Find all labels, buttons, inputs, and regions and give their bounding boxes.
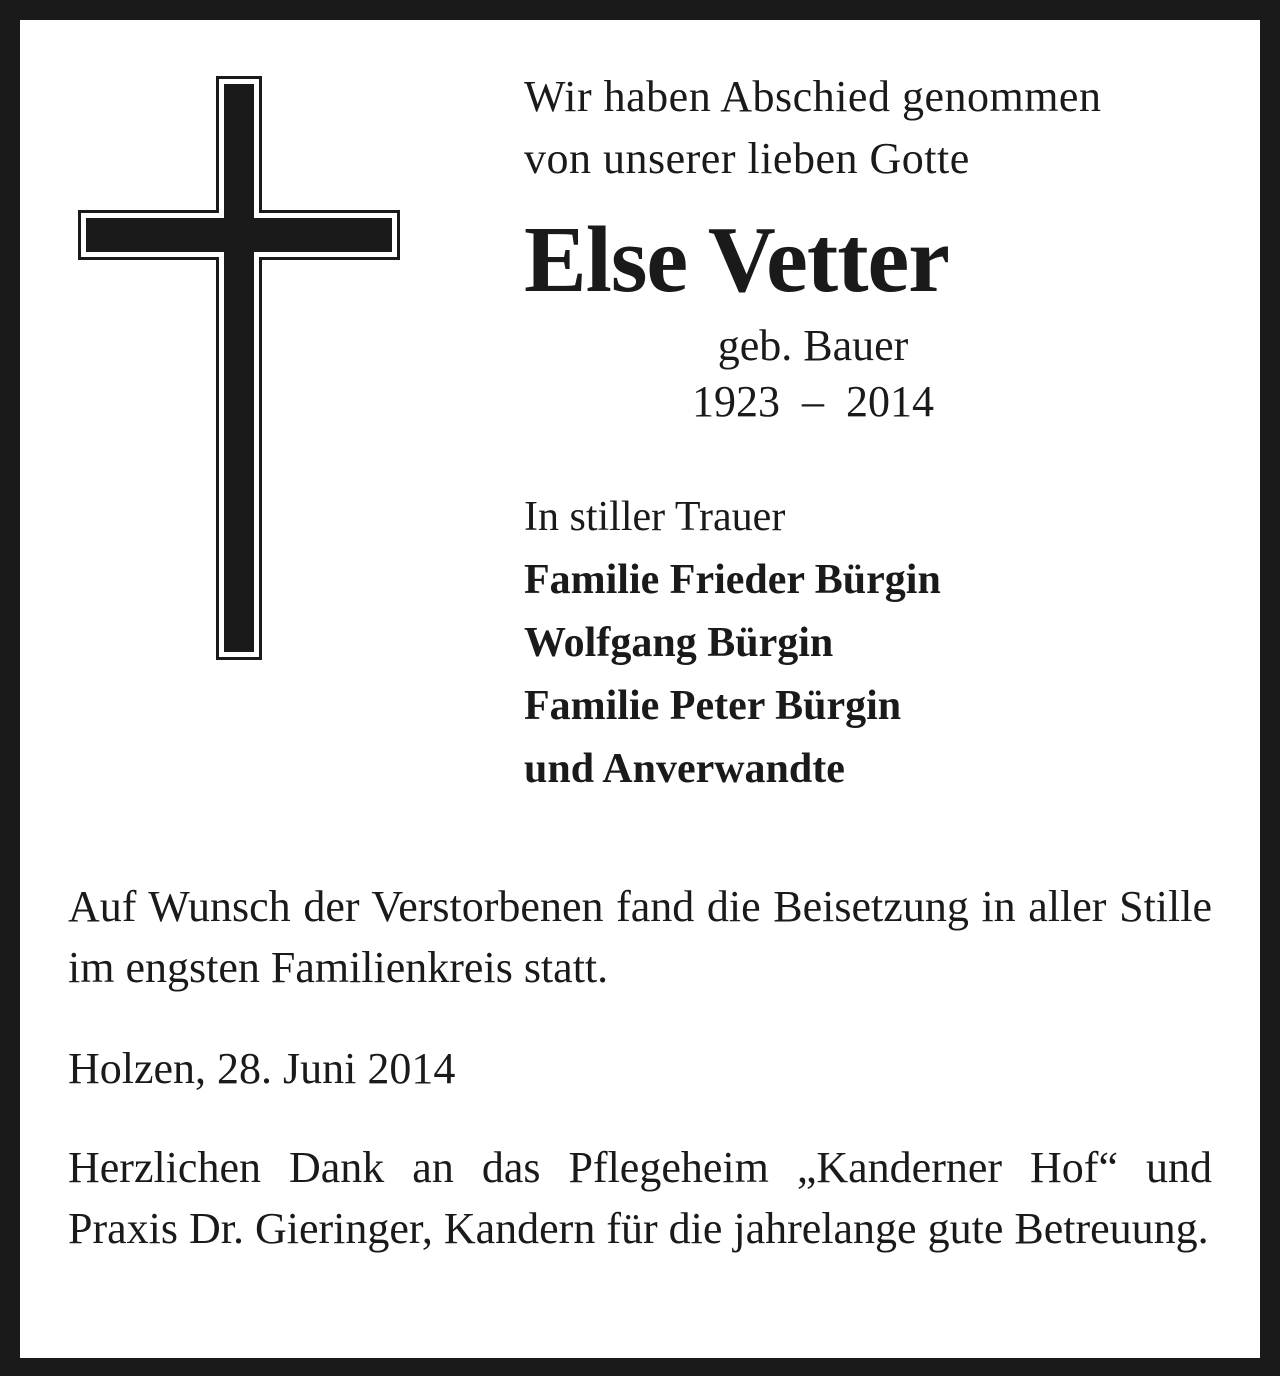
mourners-block [524, 486, 1214, 801]
deceased-name: Else Vetter [524, 208, 949, 312]
thanks-notice [68, 1137, 1212, 1259]
intro-line-1: Wir haben Abschied genommen [524, 72, 1102, 121]
intro-line-2: von unserer lieben Gotte [524, 134, 970, 183]
mourner-name: und Anverwandte [524, 746, 845, 792]
mourner-name: Familie Peter Bürgin [524, 683, 902, 729]
burial-text: Auf Wunsch der Verstorbenen fand die Beisetzung in aller Stille im engsten Familienkreis statt. [68, 882, 1212, 992]
mourner-name: Familie Frieder Bürgin [524, 557, 941, 603]
thanks-text: Herzlichen Dank an das Pflegeheim „Kanderner Hof“ und Praxis Dr. Gieringer, Kandern für die jahrelange gute Betreuung. [68, 1143, 1212, 1253]
maiden-name: geb. Bauer [717, 321, 909, 370]
mourners-intro: In stiller Trauer [524, 494, 786, 540]
place-date-text: Holzen, 28. Juni 2014 [68, 1044, 456, 1093]
deceased-details [524, 318, 1102, 430]
life-years: 1923 – 2014 [692, 377, 934, 426]
mourner-name: Wolfgang Bürgin [524, 620, 834, 666]
burial-notice [68, 876, 1212, 998]
place-date [68, 1038, 1212, 1099]
right-column [524, 66, 1214, 801]
cross-icon [78, 76, 400, 660]
